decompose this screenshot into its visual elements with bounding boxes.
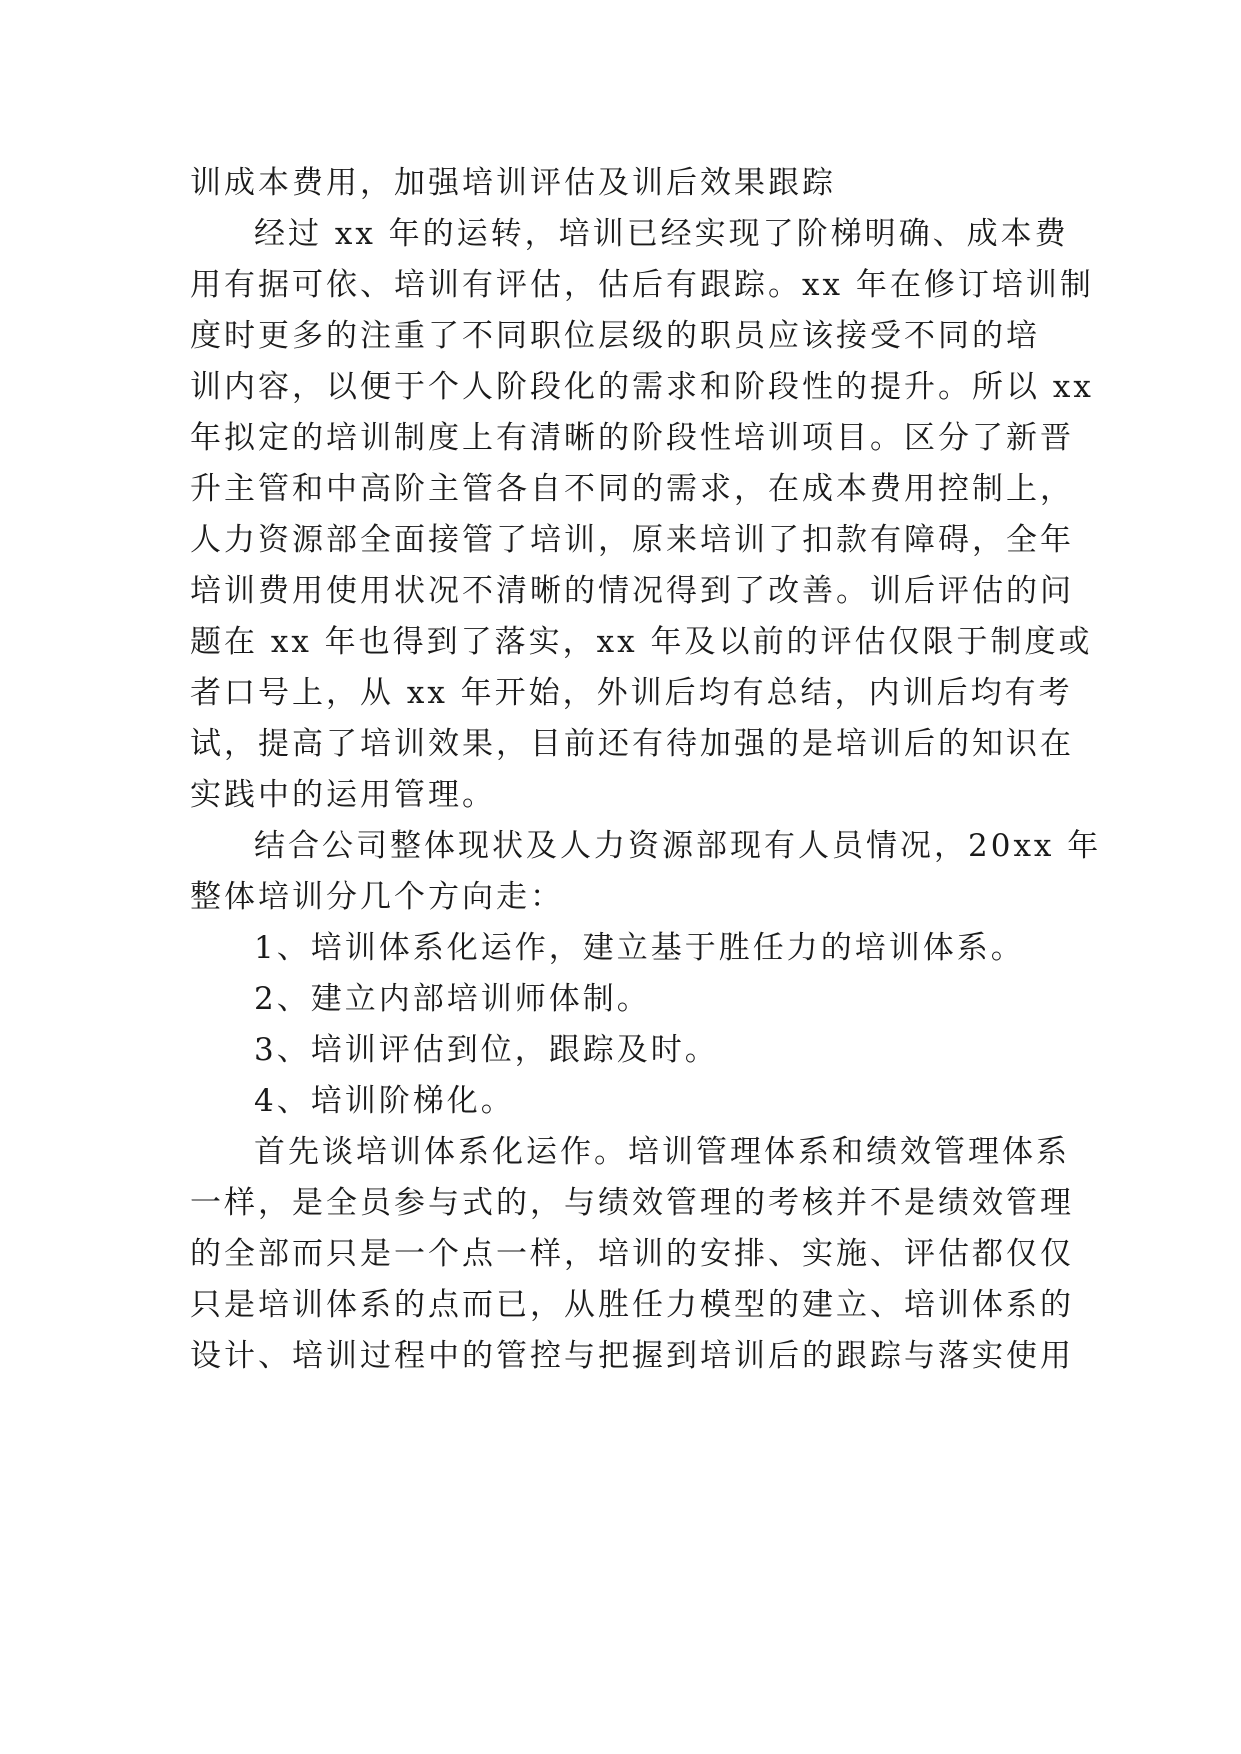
list-item: 2、建立内部培训师体制。 <box>254 981 651 1017</box>
document-body <box>190 158 1102 1382</box>
text-line: 升主管和中高阶主管各自不同的需求，在成本费用控制上， <box>190 471 1074 507</box>
text-line: 人力资源部全面接管了培训，原来培训了扣款有障碍，全年 <box>190 522 1074 558</box>
text-line: 试，提高了培训效果，目前还有待加强的是培训后的知识在 <box>190 726 1074 762</box>
text-line: 培训费用使用状况不清晰的情况得到了改善。训后评估的问 <box>190 573 1074 609</box>
text-line: 题在 xx 年也得到了落实，xx 年及以前的评估仅限于制度或 <box>190 624 1093 660</box>
text-line: 度时更多的注重了不同职位层级的职员应该接受不同的培 <box>190 318 1040 354</box>
text-line: 训内容，以便于个人阶段化的需求和阶段性的提升。所以 xx <box>190 369 1094 405</box>
list-item: 4、培训阶梯化。 <box>254 1083 515 1119</box>
list-item: 1、培训体系化运作，建立基于胜任力的培训体系。 <box>254 930 1025 966</box>
text-line: 只是培训体系的点而已，从胜任力模型的建立、培训体系的 <box>190 1287 1074 1323</box>
text-line: 设计、培训过程中的管控与把握到培训后的跟踪与落实使用 <box>190 1338 1074 1374</box>
text-line: 首先谈培训体系化运作。培训管理体系和绩效管理体系 <box>254 1134 1070 1170</box>
text-line: 结合公司整体现状及人力资源部现有人员情况，20xx 年 <box>254 828 1102 864</box>
text-line: 一样，是全员参与式的，与绩效管理的考核并不是绩效管理 <box>190 1185 1074 1221</box>
text-line: 整体培训分几个方向走： <box>190 879 564 915</box>
text-line: 年拟定的培训制度上有清晰的阶段性培训项目。区分了新晋 <box>190 420 1074 456</box>
text-line: 者口号上，从 xx 年开始，外训后均有总结，内训后均有考 <box>190 675 1073 711</box>
text-line: 用有据可依、培训有评估，估后有跟踪。xx 年在修订培训制 <box>190 267 1094 303</box>
text-line: 训成本费用，加强培训评估及训后效果跟踪 <box>190 165 836 201</box>
text-line: 经过 xx 年的运转，培训已经实现了阶梯明确、成本费 <box>254 216 1069 252</box>
text-line: 的全部而只是一个点一样，培训的安排、实施、评估都仅仅 <box>190 1236 1074 1272</box>
list-item: 3、培训评估到位，跟踪及时。 <box>254 1032 719 1068</box>
text-line: 实践中的运用管理。 <box>190 777 496 813</box>
